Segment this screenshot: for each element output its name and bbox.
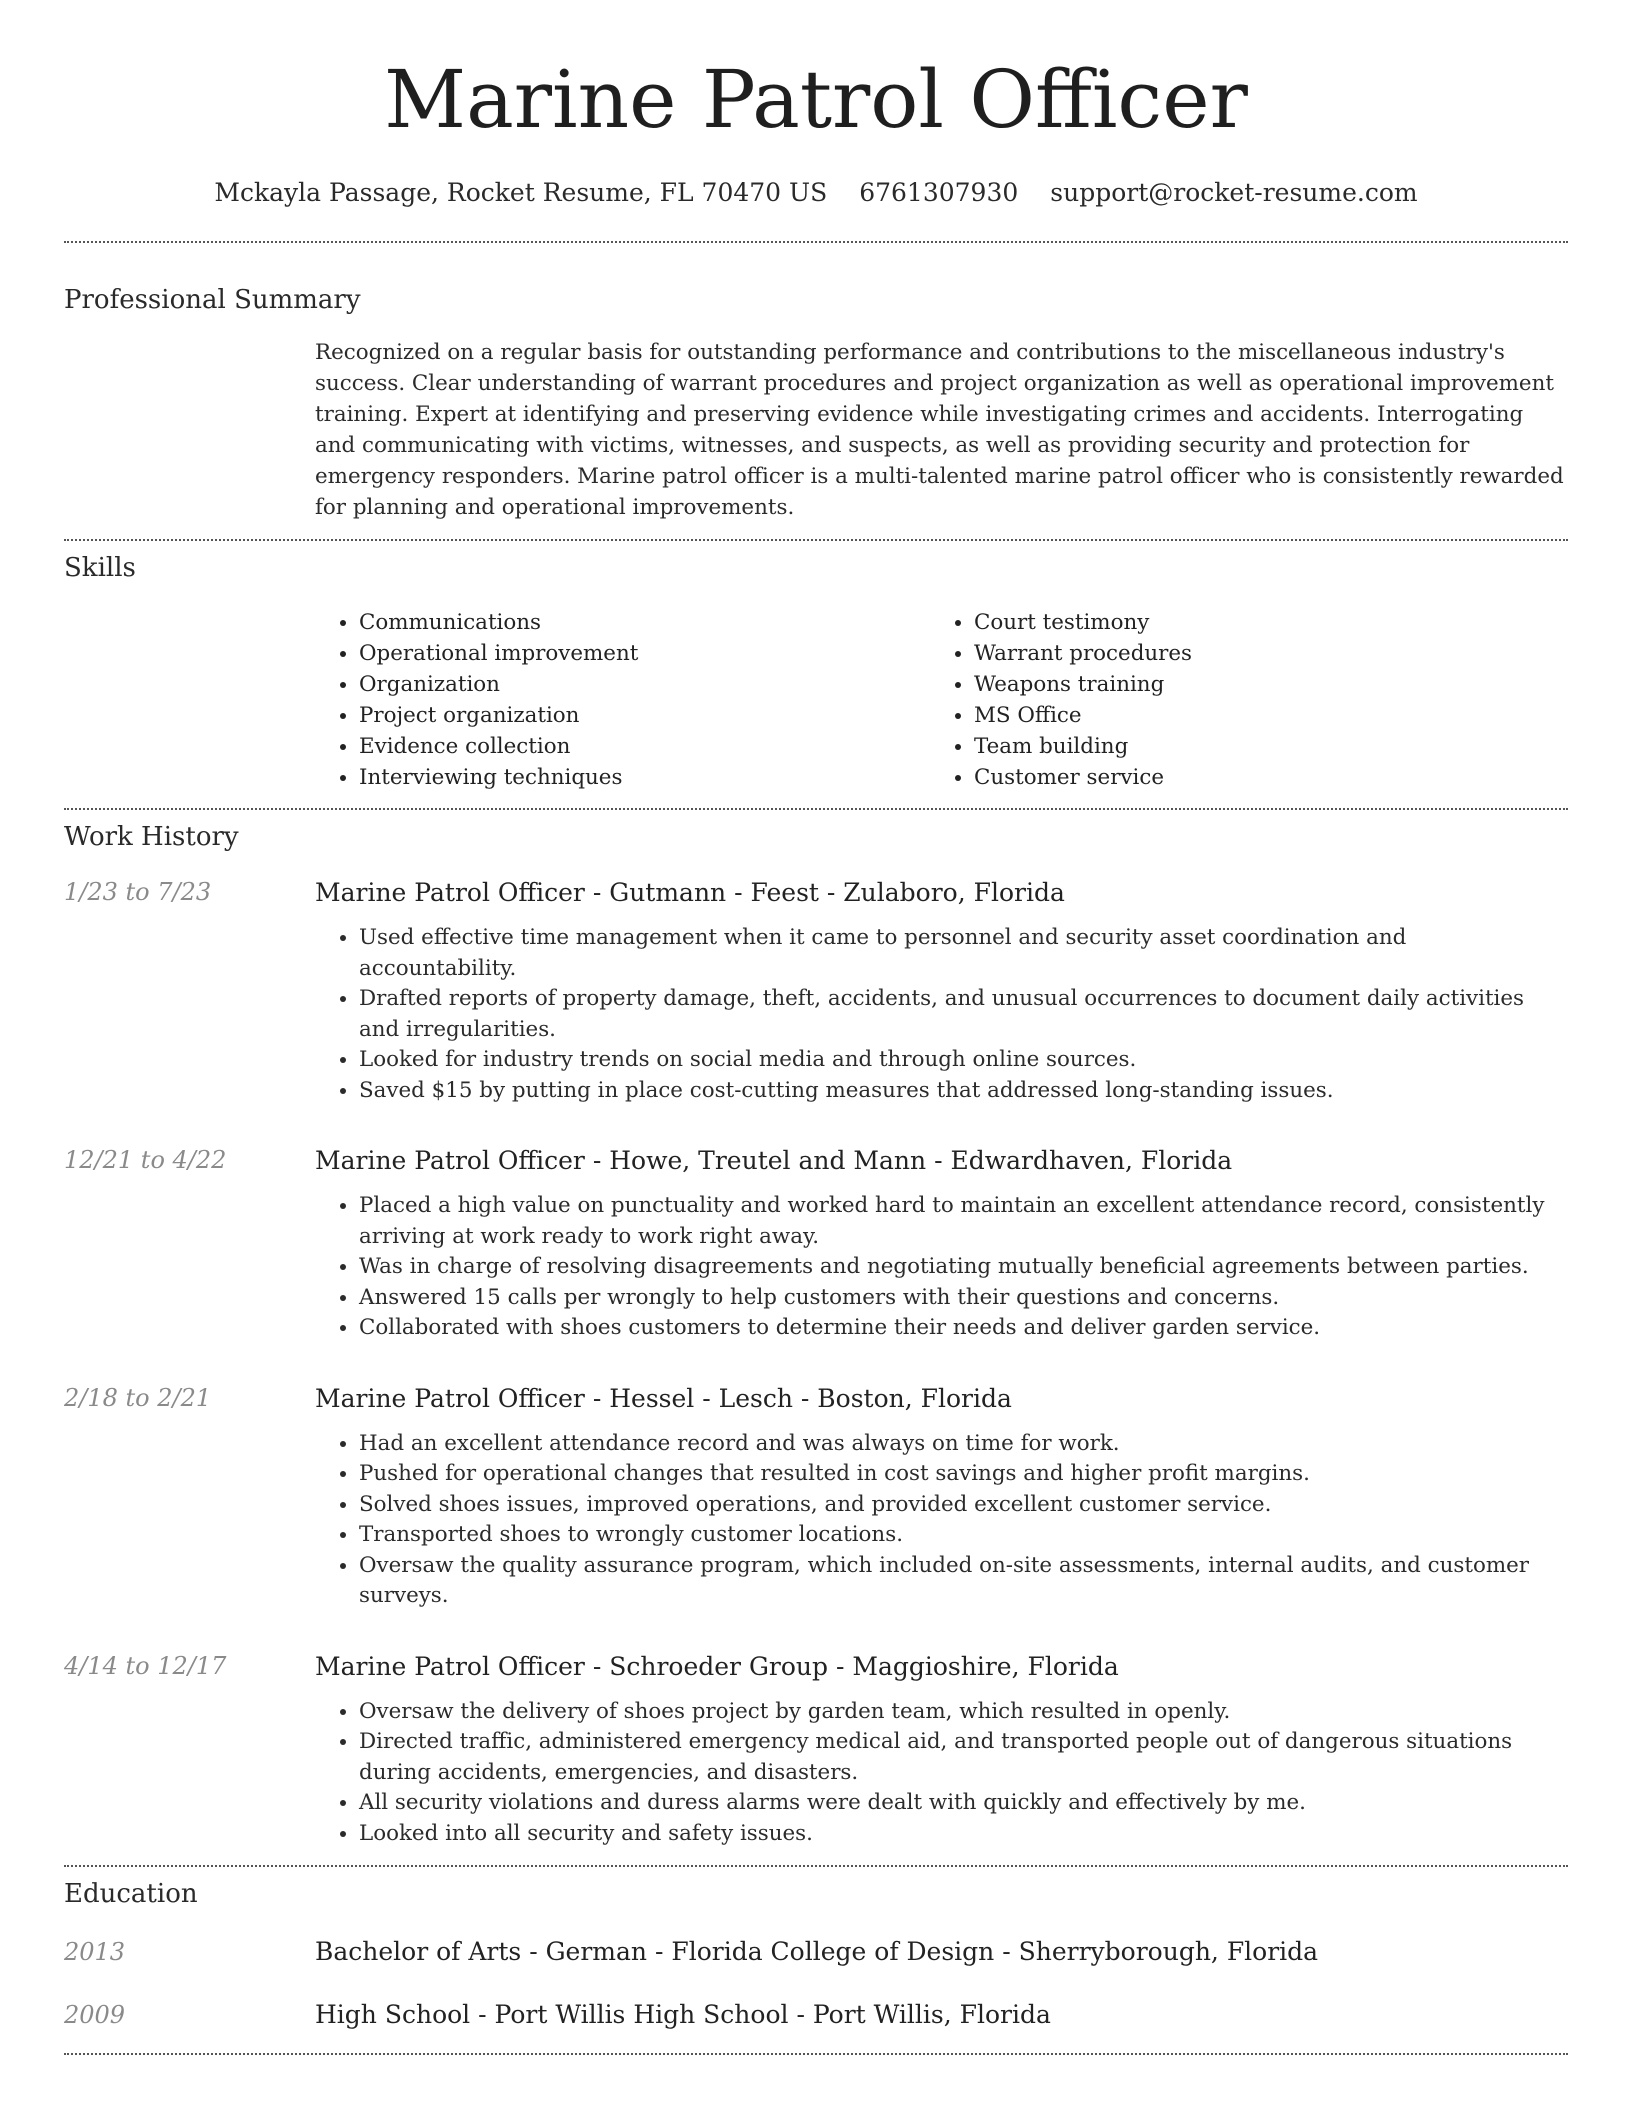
job-bullet: • All security violations and duress alarms were dealt with quickly and effectively by me. — [359, 1788, 1568, 1819]
skill-item: • MS Office — [974, 700, 1568, 731]
skill-item: • Customer service — [974, 762, 1568, 793]
job-bullet: • Collaborated with shoes customers to determine their needs and deliver garden service. — [359, 1313, 1568, 1344]
job-bullet: • Transported shoes to wrongly customer locations. — [359, 1520, 1568, 1551]
section-title-skills: Skills — [64, 553, 136, 583]
skill-item: • Project organization — [359, 700, 930, 731]
job-heading: Marine Patrol Officer - Schroeder Group - Maggioshire, Florida — [315, 1651, 1119, 1681]
job-bullets — [315, 923, 1568, 1106]
skills-column-left — [315, 607, 930, 793]
job-dates: 2/18 to 2/21 — [64, 1383, 212, 1412]
contact-email: support@rocket-resume.com — [1050, 178, 1418, 207]
skill-item: • Organization — [359, 669, 930, 700]
education-heading: Bachelor of Arts - German - Florida College of Design - Sherryborough, Florida — [315, 1937, 1319, 1966]
job-heading: Marine Patrol Officer - Hessel - Lesch - Boston, Florida — [315, 1383, 1012, 1413]
skill-item: • Team building — [974, 731, 1568, 762]
education-entry — [64, 2000, 1568, 2029]
contact-address: Mckayla Passage, Rocket Resume, FL 70470 US — [214, 178, 828, 207]
job-bullets — [315, 1191, 1568, 1344]
education-list — [64, 1937, 1568, 2029]
job-bullet: • Was in charge of resolving disagreements and negotiating mutually beneficial agreements between parties. — [359, 1252, 1568, 1283]
skill-item: • Operational improvement — [359, 638, 930, 669]
skill-item: • Evidence collection — [359, 731, 930, 762]
summary-text: Recognized on a regular basis for outstanding performance and contributions to the miscellaneous industry's success. Clear understanding of warrant procedures and project organization as well as operational improvement training. Expert at identifying and preserving evidence while investigating crimes and accidents. Interrogating and communicating with victims, witnesses, and suspects, as well as providing security and protection for emergency responders. Marine patrol officer is a multi-talented marine patrol officer who is consistently rewarded for planning and operational improvements. — [315, 340, 1564, 520]
job-bullet: • Solved shoes issues, improved operations, and provided excellent customer service. — [359, 1490, 1568, 1521]
section-title-summary: Professional Summary — [64, 285, 361, 315]
divider — [64, 241, 1568, 243]
section-title-work-history: Work History — [64, 822, 239, 852]
education-year: 2009 — [64, 2001, 126, 2029]
skills-list — [315, 607, 1568, 793]
job-bullets — [315, 1429, 1568, 1612]
education-year: 2013 — [64, 1938, 126, 1966]
job-bullet: • Oversaw the delivery of shoes project by garden team, which resulted in openly. — [359, 1697, 1568, 1728]
job-bullet: • Pushed for operational changes that resulted in cost savings and higher profit margins. — [359, 1459, 1568, 1490]
job-bullet: • Looked for industry trends on social media and through online sources. — [359, 1045, 1568, 1076]
divider — [64, 539, 1568, 541]
job-bullet: • Had an excellent attendance record and was always on time for work. — [359, 1429, 1568, 1460]
job-bullet: • Placed a high value on punctuality and worked hard to maintain an excellent attendance record, consistently arriving at work ready to work right away. — [359, 1191, 1568, 1252]
job-bullet: • Drafted reports of property damage, theft, accidents, and unusual occurrences to document daily activities and irregularities. — [359, 984, 1568, 1045]
job-bullet: • Answered 15 calls per wrongly to help customers with their questions and concerns. — [359, 1283, 1568, 1314]
contact-phone: 6761307930 — [859, 178, 1019, 207]
job-entry — [64, 1146, 1568, 1344]
divider — [64, 808, 1568, 810]
job-heading: Marine Patrol Officer - Gutmann - Feest - Zulaboro, Florida — [315, 878, 1065, 907]
job-bullet: • Directed traffic, administered emergency medical aid, and transported people out of dangerous situations during accidents, emergencies, and disasters. — [359, 1727, 1568, 1788]
skill-item: • Interviewing techniques — [359, 762, 930, 793]
job-dates: 4/14 to 12/17 — [64, 1651, 227, 1680]
divider — [64, 2053, 1568, 2055]
section-title-education: Education — [64, 1879, 198, 1909]
job-bullet: • Looked into all security and safety issues. — [359, 1819, 1568, 1850]
skill-item: • Warrant procedures — [974, 638, 1568, 669]
contact-info — [64, 178, 1568, 207]
job-entry — [64, 878, 1568, 1106]
skills-column-right — [930, 607, 1568, 793]
job-dates: 1/23 to 7/23 — [64, 878, 212, 906]
job-bullet: • Saved $15 by putting in place cost-cutting measures that addressed long-standing issues. — [359, 1076, 1568, 1107]
job-bullets — [315, 1697, 1568, 1850]
skill-item: • Weapons training — [974, 669, 1568, 700]
job-entry — [64, 1384, 1568, 1612]
skill-item: • Communications — [359, 607, 930, 638]
skill-item: • Court testimony — [974, 607, 1568, 638]
job-bullet: • Oversaw the quality assurance program, which included on-site assessments, internal audits, and customer surveys. — [359, 1551, 1568, 1612]
job-heading: Marine Patrol Officer - Howe, Treutel and Mann - Edwardhaven, Florida — [315, 1146, 1233, 1175]
job-entry — [64, 1652, 1568, 1850]
job-dates: 12/21 to 4/22 — [64, 1146, 227, 1174]
education-heading: High School - Port Willis High School - Port Willis, Florida — [315, 2000, 1051, 2029]
divider — [64, 1865, 1568, 1867]
work-history-list — [64, 878, 1568, 1849]
education-entry — [64, 1937, 1568, 1966]
candidate-name: Marine Patrol Officer — [384, 53, 1248, 146]
job-bullet: • Used effective time management when it came to personnel and security asset coordination and accountability. — [359, 923, 1568, 984]
